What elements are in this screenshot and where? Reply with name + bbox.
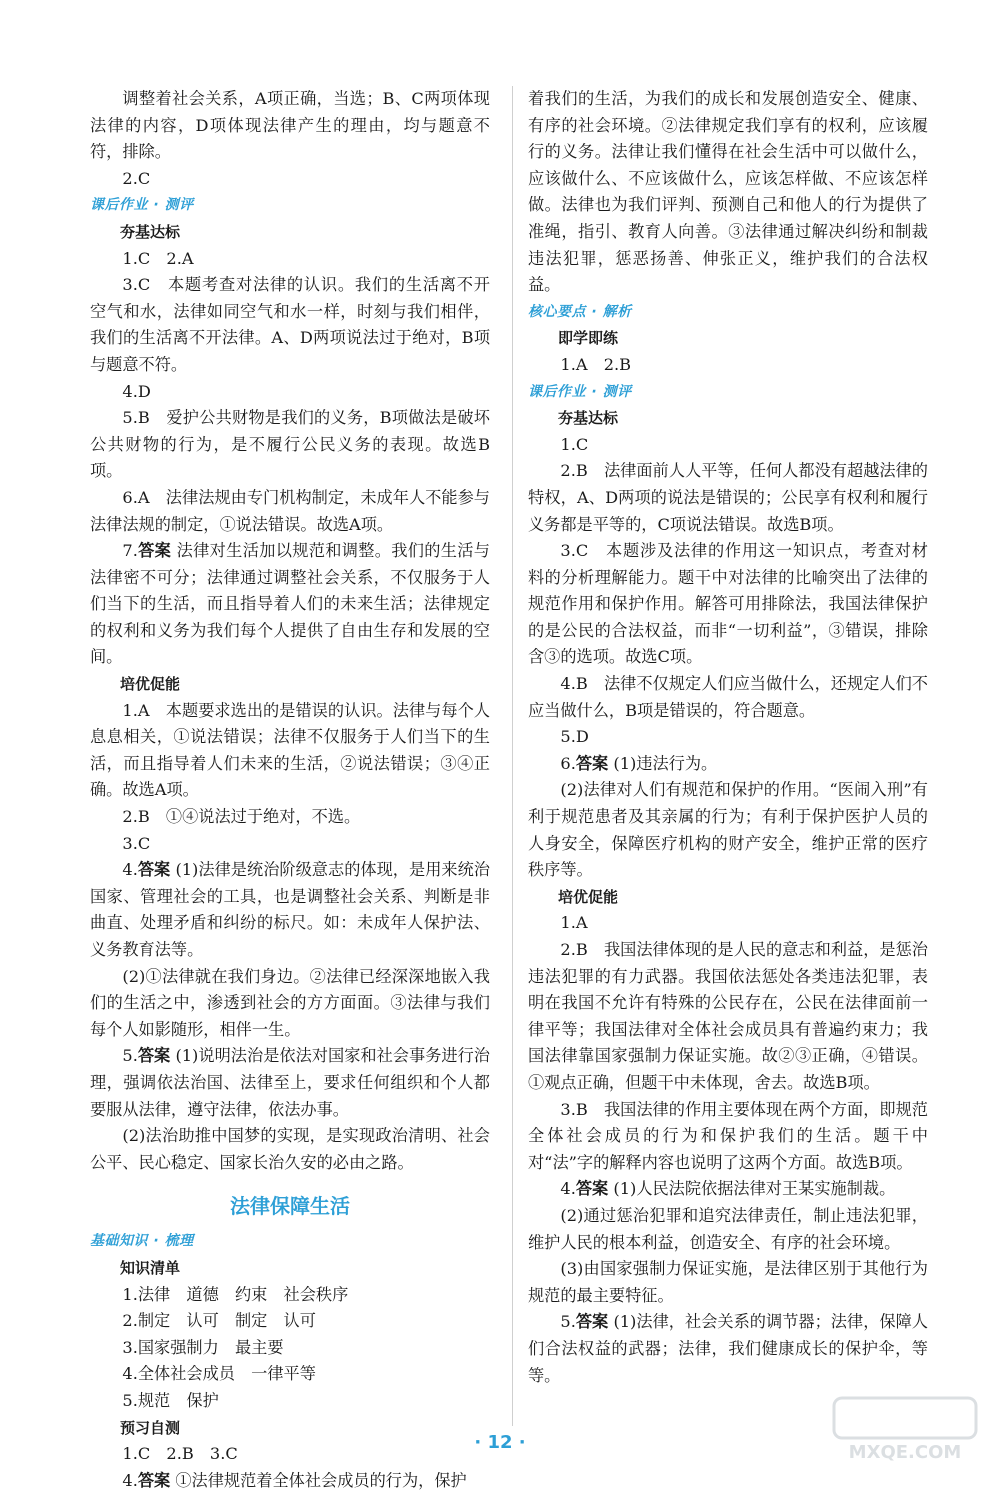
answer-text: (1)法律是统治阶级意志的体现，是用来统治国家、管理社会的工具，也是调整社会关系、判断是非曲直、处理矛盾和纠纷的标尺。如：未成年人保护法、义务教育法等。	[90, 860, 490, 959]
answer-item: 3.C 本题涉及法律的作用这一知识点，考查对材料的分析理解能力。题干中对法律的比喻突出了法律的规范作用和保护作用。解答可用排除法，我国法律保护的是公民的合法权益，而非“一切利益”，③错误，排除含③的选项。故选C项。	[528, 541, 928, 667]
answer-item	[90, 1468, 490, 1494]
item-number: 4.	[560, 1179, 576, 1199]
item-number: 5.	[560, 1312, 576, 1332]
answer-line: 3.C	[122, 833, 151, 853]
answer-item: 2.B 法律面前人人平等，任何人都没有超越法律的特权，A、D两项的说法是错误的；公民享有权利和履行义务都是平等的，C项说法错误。故选B项。	[528, 461, 928, 534]
answer-item: (2)法治助推中国梦的实现，是实现政治清明、社会公平、民心稳定、国家长治久安的必由之路。	[90, 1126, 490, 1172]
subheading-advanced: 培优促能	[558, 887, 619, 906]
answer-tag: 答案	[575, 1312, 609, 1332]
subheading-knowledge-list: 知识清单	[120, 1258, 181, 1277]
answer-tag: 答案	[575, 753, 609, 773]
answer-item: (2)法律对人们有规范和保护的作用。“医闹入刑”有利于规范患者及其亲属的行为；有利于保护医护人员的人身安全，保障医疗机构的财产安全，维护正常的医疗秩序等。	[528, 780, 928, 880]
answer-text: (1)人民法院依据法律对王某实施制裁。	[613, 1179, 896, 1199]
answer-item: 2.B 我国法律体现的是人民的意志和利益，是惩治违法犯罪的有力武器。我国依法惩处各类违法犯罪，表明在我国不允许有特殊的公民存在，公民在法律面前一律平等；我国法律对全体社会成员具有普遍约束力；我国法律靠国家强制力保证实施。故②③正确，④错误。①观点正确，但题干中未体现，舍去。故选B项。	[528, 940, 928, 1092]
list-item: 2.制定 认可 制定 认可	[122, 1311, 316, 1331]
answer-tag: 答案	[137, 860, 171, 880]
answer-tag: 答案	[575, 1179, 609, 1199]
page-number-value: 12	[487, 1432, 513, 1453]
item-number: 5.	[122, 1046, 138, 1066]
right-column	[528, 86, 928, 1389]
answer-text: (1)违法行为。	[613, 753, 718, 773]
answer-item: 2.B ①④说法过于绝对，不选。	[122, 807, 361, 827]
answer-item: 1.A 本题要求选出的是错误的认识。法律与每个人息息相关，①说法错误；法律不仅服务于人们当下的生活，而且指导着人们未来的生活，②说法错误；③④正确。故选A项。	[90, 700, 490, 800]
list-item: 4.全体社会成员 一律平等	[122, 1364, 316, 1384]
column-divider	[512, 86, 513, 1426]
answer-item: 3.C 本题考查对法律的认识。我们的生活离不开空气和水，法律如同空气和水一样，时刻与我们相伴，我们的生活离不开法律。A、D两项说法过于绝对，B项与题意不符。	[90, 275, 490, 374]
answer-item	[528, 1176, 928, 1203]
section-heading-homework: 课后作业 · 测评	[90, 197, 194, 214]
item-number: 4.	[122, 1470, 138, 1490]
item-number: 6.	[560, 753, 576, 773]
subheading-preview: 预习自测	[120, 1418, 181, 1437]
list-item: 1.法律 道德 约束 社会秩序	[122, 1284, 349, 1304]
answer-tag: 答案	[137, 541, 172, 561]
answer-item	[528, 751, 928, 778]
paragraph: 调整着社会关系，A项正确，当选；B、C两项体现法律的内容，D项体现法律产生的理由，均与题意不符，排除。	[90, 89, 490, 162]
answer-item	[90, 538, 490, 671]
answer-line: 2.C	[122, 168, 151, 188]
answer-text: (1)说明法治是依法对国家和社会事务进行治理，强调依法治国、法律至上，要求任何组织和个人都要服从法律，遵守法律，依法办事。	[90, 1046, 490, 1119]
answer-line: 1.A	[560, 913, 588, 933]
page-number: · 12 ·	[474, 1432, 526, 1453]
chapter-title: 法律保障生活	[230, 1194, 350, 1219]
watermark-text: MXQE.COM	[848, 1442, 962, 1463]
section-heading-homework: 课后作业 · 测评	[528, 383, 632, 400]
item-number: 7.	[122, 541, 138, 561]
paragraph: 着我们的生活，为我们的成长和发展创造安全、健康、有序的社会环境。②法律规定我们享有的权利，应该履行的义务。法律让我们懂得在社会生活中可以做什么，应该做什么、不应该做什么，应该怎样做、不应该怎样做。法律也为我们评判、预测自己和他人的行为提供了准绳，指引、教育人向善。③法律通过解决纠纷和制裁违法犯罪，惩恶扬善、伸张正义，维护我们的合法权益。	[528, 89, 928, 295]
answer-item: 5.B 爱护公共财物是我们的义务，B项做法是破坏公共财物的行为，是不履行公民义务的表现。故选B项。	[90, 408, 490, 481]
answer-line: 1.A 2.B	[560, 354, 632, 374]
answer-line: 1.C	[560, 434, 589, 454]
subheading-practice: 即学即练	[558, 329, 619, 348]
left-column	[90, 86, 490, 1494]
subheading-advanced: 培优促能	[120, 675, 181, 694]
subheading-basic: 夯基达标	[120, 222, 181, 241]
watermark-logo	[830, 1394, 980, 1464]
answer-item: 3.B 我国法律的作用主要体现在两个方面，即规范全体社会成员的行为和保护我们的生活。题干中对“法”字的解释内容也说明了这两个方面。故选B项。	[528, 1099, 928, 1172]
answer-item	[90, 1043, 490, 1123]
answer-text: (1)法律，社会关系的调节器；法律，保障人们合法权益的武器；法律，我们健康成长的保护伞，等等。	[528, 1312, 928, 1385]
section-heading-core: 核心要点 · 解析	[528, 303, 632, 320]
answer-item: 6.A 法律法规由专门机构制定，未成年人不能参与法律法规的制定，①说法错误。故选A项。	[90, 487, 490, 534]
answer-line: 5.D	[560, 727, 589, 747]
answer-item: (2)通过惩治犯罪和追究法律责任，制止违法犯罪，维护人民的根本利益，创造安全、有序的社会环境。	[528, 1205, 928, 1252]
answer-tag: 答案	[137, 1046, 171, 1066]
list-item: 5.规范 保护	[122, 1390, 219, 1410]
answer-text: ①法律规范着全体社会成员的行为，保护	[175, 1470, 467, 1490]
answer-item: (3)由国家强制力保证实施，是法律区别于其他行为规范的最主要特征。	[528, 1259, 928, 1305]
answer-item: (2)①法律就在我们身边。②法律已经深深地嵌入我们的生活之中，渗透到社会的方方面面。③法律与我们每个人如影随形，相伴一生。	[90, 966, 490, 1039]
answer-line: 1.C 2.A	[122, 248, 194, 268]
item-number: 4.	[122, 860, 138, 880]
answer-item	[90, 857, 490, 963]
answer-tag: 答案	[137, 1470, 171, 1490]
answer-item: 4.B 法律不仅规定人们应当做什么，还规定人们不应当做什么，B项是错误的，符合题意。	[528, 674, 928, 720]
answer-text: 法律对生活加以规范和调整。我们的生活与法律密不可分；法律通过调整社会关系，不仅服务于人们当下的生活，而且指导着人们的未来生活；法律规定的权利和义务为我们每个人提供了自由生存和发展的空间。	[90, 541, 490, 667]
section-heading-basics: 基础知识 · 梳理	[90, 1233, 194, 1250]
answer-item	[528, 1309, 928, 1389]
answer-line: 4.D	[122, 381, 151, 401]
list-item: 3.国家强制力 最主要	[122, 1337, 284, 1357]
subheading-basic: 夯基达标	[558, 409, 619, 428]
answer-line: 1.C 2.B 3.C	[122, 1444, 238, 1464]
